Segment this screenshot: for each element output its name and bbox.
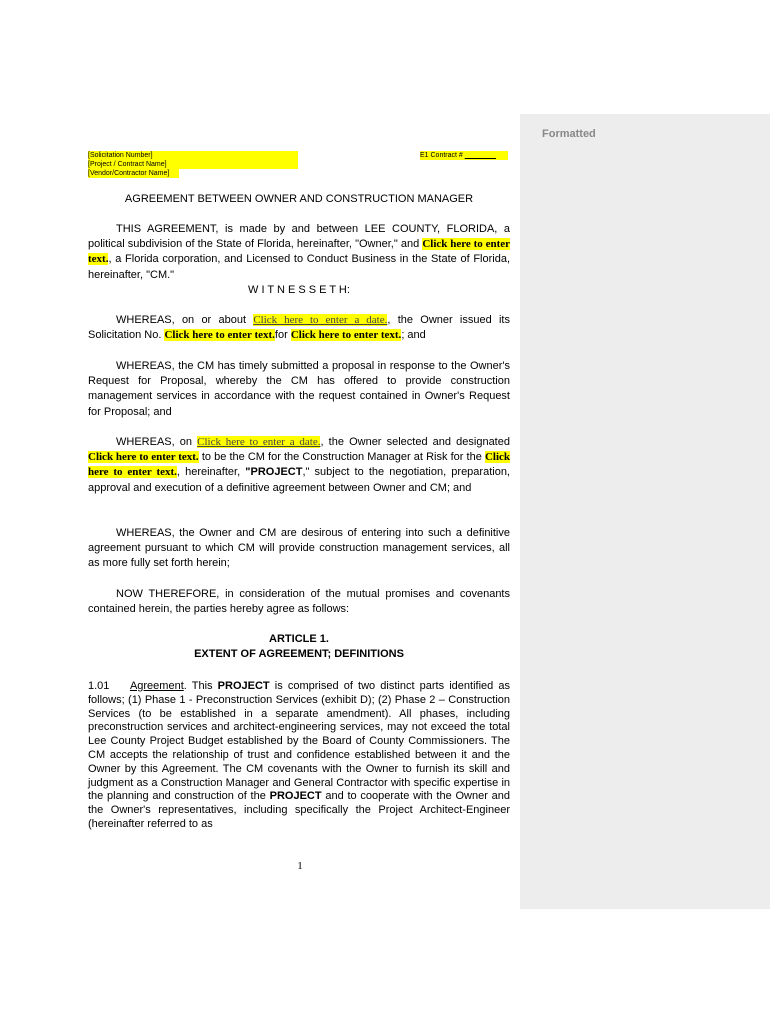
contract-blank[interactable]: ________ bbox=[464, 152, 496, 159]
comment-pane bbox=[520, 114, 770, 909]
witnesseth-text: W I T N E S S E T H: bbox=[248, 283, 350, 296]
witnesseth-heading bbox=[88, 283, 510, 298]
article-1-heading bbox=[88, 632, 510, 662]
contractor-name-placeholder[interactable]: Click here to enter text. bbox=[88, 238, 510, 266]
p4-text-b: , the Owner selected and designated bbox=[320, 436, 510, 448]
vendor-name-field[interactable] bbox=[88, 169, 179, 178]
solicitation-date-placeholder[interactable]: Click here to enter a date. bbox=[253, 314, 388, 326]
p4-project-term: "PROJECT bbox=[245, 466, 303, 479]
contract-number bbox=[420, 151, 508, 160]
s101-text-a: . This bbox=[183, 680, 213, 692]
article-number: ARTICLE 1. bbox=[269, 633, 329, 645]
cm-name-placeholder[interactable]: Click here to enter text. bbox=[88, 451, 199, 464]
comment-header: Formatted bbox=[542, 128, 596, 140]
p4-text-c: to be the CM for the Construction Manager at Risk for the bbox=[201, 451, 482, 464]
paragraph-whereas-3 bbox=[88, 435, 510, 496]
selection-date-placeholder[interactable]: Click here to enter a date. bbox=[197, 436, 321, 448]
section-heading: Agreement bbox=[129, 680, 184, 692]
project-name-placeholder[interactable]: Click here to enter text. bbox=[88, 451, 510, 479]
paragraph-whereas-4 bbox=[88, 526, 510, 572]
page-number: 1 bbox=[297, 860, 303, 872]
p4-text-a: WHEREAS, on bbox=[116, 436, 193, 448]
project-name-field[interactable] bbox=[88, 160, 298, 169]
paragraph-intro bbox=[88, 222, 510, 298]
contract-label: E1 Contract # bbox=[420, 152, 463, 159]
p2-text-b: , the Owner issued its Solicitation No. bbox=[88, 314, 510, 342]
agreement-title bbox=[88, 192, 510, 207]
project-name-text: [Project / Contract Name] bbox=[88, 161, 167, 168]
p6-text: NOW THEREFORE, in consideration of the mutual promises and covenants contained herein, the parties hereby agree as follows: bbox=[88, 588, 510, 616]
article-title: EXTENT OF AGREEMENT; DEFINITIONS bbox=[194, 648, 404, 661]
p2-text-a: WHEREAS, on or about bbox=[116, 314, 247, 326]
p2-text-d: ; and bbox=[401, 329, 426, 342]
s101-text-b: is comprised of two distinct parts identified as follows; (1) Phase 1 - Preconstruction Services (exhibit D); (2) Phase 2 – Construction Services (to be established in a separate amendment). All phases, including preconstruction services and architect-engineering services, may not exceed the total Lee County Project Budget established by the Board of County Commissioners. The CM accepts the relationship of trust and confidence established between it and the Owner by this Agreement. The CM covenants with the Owner to furnish its skill and judgment as a Construction Manager and General Contractor with specific expertise in the planning and construction of the bbox=[88, 680, 510, 803]
solicitation-number-field[interactable] bbox=[88, 151, 298, 160]
solicitation-title-placeholder[interactable]: Click here to enter text. bbox=[290, 329, 402, 342]
solicitation-number-text: [Solicitation Number] bbox=[88, 152, 153, 159]
p5-text: WHEREAS, the Owner and CM are desirous of entering into such a definitive agreement pursuant to which CM will provide construction management services, all as more fully set forth herein; bbox=[88, 527, 510, 570]
section-1-01 bbox=[88, 680, 510, 832]
paragraph-now-therefore bbox=[88, 587, 510, 617]
p4-text-d: , hereinafter, bbox=[176, 466, 241, 479]
paragraph-whereas-1 bbox=[88, 313, 510, 343]
vendor-name-text: [Vendor/Contractor Name] bbox=[88, 170, 170, 177]
p2-text-c: for bbox=[274, 329, 288, 342]
s101-project-term-2: PROJECT bbox=[269, 790, 322, 803]
s101-text-c: and to cooperate with the Owner and the Owner's representatives, including specifically the Project Architect-Engineer (hereinafter referred to as bbox=[88, 790, 510, 830]
p1-text-b: , a Florida corporation, and Licensed to Conduct Business in the State of Florida, hereinafter, "CM." bbox=[88, 253, 510, 281]
p3-text: WHEREAS, the CM has timely submitted a proposal in response to the Owner's Request for Proposal, whereby the CM has offered to provide construction management services in accordance with the request contained in Owner's Request for Proposal; and bbox=[88, 360, 510, 418]
paragraph-whereas-2 bbox=[88, 359, 510, 420]
p1-text-a: THIS AGREEMENT, is made by and between LEE COUNTY, FLORIDA, a political subdivision of the State of Florida, hereinafter, "Owner," and bbox=[88, 223, 510, 251]
p4-text-e: ," subject to the negotiation, preparation, approval and execution of a definitive agreement between Owner and CM; and bbox=[88, 466, 510, 494]
s101-project-term: PROJECT bbox=[217, 680, 270, 692]
agreement-title-text: AGREEMENT BETWEEN OWNER AND CONSTRUCTION MANAGER bbox=[124, 193, 474, 205]
section-number: 1.01 bbox=[88, 680, 110, 692]
solicitation-number-placeholder[interactable]: Click here to enter text. bbox=[164, 329, 275, 342]
